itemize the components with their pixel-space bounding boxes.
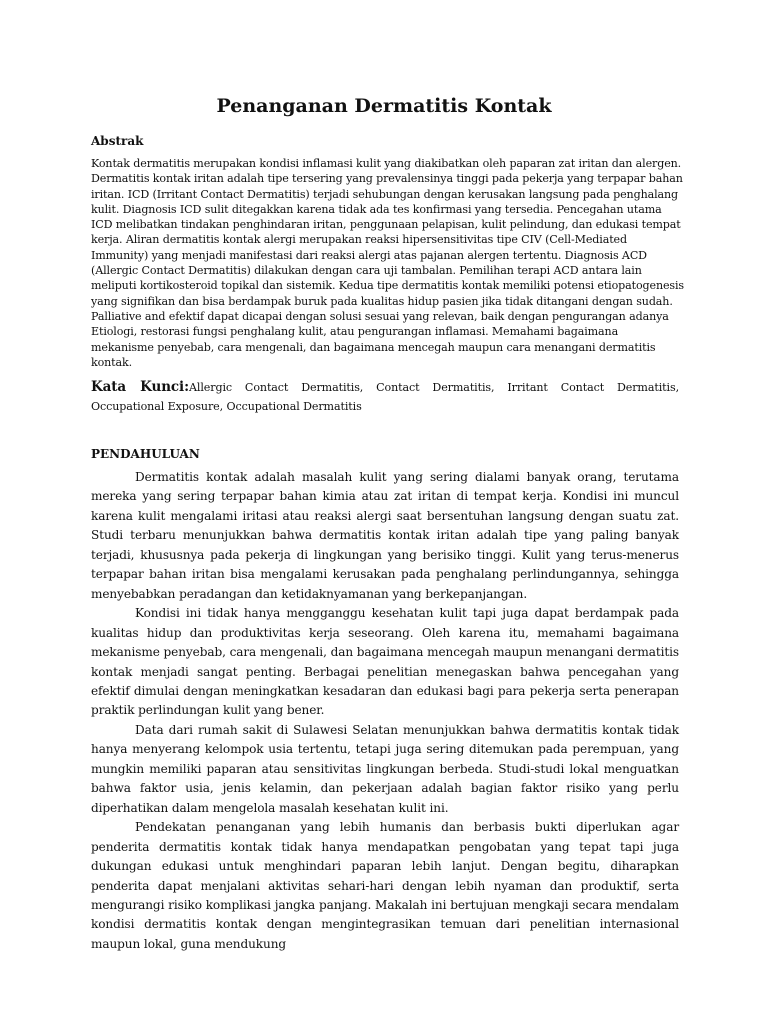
paragraph: Pendekatan penanganan yang lebih humanis dan berbasis bukti diperlukan agar penderita dermatitis kontak tidak hanya mendapatkan pengobatan yang tepat tapi juga dukungan edukasi untuk menghindari paparan lebih lanjut. Dengan begitu, diharapkan penderita dapat menjalani aktivitas sehari-hari dengan lebih nyaman dan produktif, serta mengurangi risiko komplikasi jangka panjang. Makalah ini bertujuan mengkaji secara mendalam kondisi dermatitis kontak dengan mengintegrasikan temuan dari penelitian internasional maupun lokal, guna mendukung xyxy=(91,820,679,951)
section-body xyxy=(91,468,679,954)
section-heading-pendahuluan: PENDAHULUAN xyxy=(91,447,200,461)
keywords xyxy=(91,378,679,416)
document-title: Penanganan Dermatitis Kontak xyxy=(216,95,552,117)
abstract-heading: Abstrak xyxy=(91,134,144,148)
keywords-text: Allergic Contact Dermatitis, Contact Dermatitis, Irritant Contact Dermatitis, Occupational Exposure, Occupational Dermatitis xyxy=(91,381,680,413)
paragraph: Data dari rumah sakit di Sulawesi Selatan menunjukkan bahwa dermatitis kontak tidak hanya menyerang kelompok usia tertentu, tetapi juga sering ditemukan pada perempuan, yang mungkin memiliki paparan atau sensitivitas lingkungan berbeda. Studi-studi lokal menguatkan bahwa faktor usia, jenis kelamin, dan pekerjaan adalah bagian faktor risiko yang perlu diperhatikan dalam mengelola masalah kesehatan kulit ini. xyxy=(91,722,679,815)
keywords-label: Kata Kunci: xyxy=(91,379,189,395)
abstract-text: Kontak dermatitis merupakan kondisi inflamasi kulit yang diakibatkan oleh paparan zat iritan dan alergen. Dermatitis kontak iritan adalah tipe tersering yang prevalensinya tinggi pada pekerja yang terpapar bahan iritan. ICD (Irritant Contact Dermatitis) terjadi sehubungan dengan kerusakan langsung pada penghalang kulit. Diagnosis ICD sulit ditegakkan karena tidak ada tes konfirmasi yang tersedia. Pencegahan utama ICD melibatkan tindakan penghindaran iritan, penggunaan pelapisan, kulit pelindung, dan edukasi tempat kerja. Aliran dermatitis kontak alergi merupakan reaksi hipersensitivitas tipe CIV (Cell-Mediated Immunity) yang menjadi manifestasi dari reaksi alergi atas pajanan alergen tertentu. Diagnosis ACD (Allergic Contact Dermatitis) dilakukan dengan cara uji tambalan. Pemilihan terapi ACD antara lain meliputi kortikosteroid topikal dan sistemik. Kedua tipe dermatitis kontak memiliki potensi etiopatogenesis yang signifikan dan bisa berdampak buruk pada kualitas hidup pasien jika tidak ditangani dengan sudah. Palliative and efektif dapat dicapai dengan solusi sesuai yang relevan, baik dengan pengurangan adanya Etiologi, restorasi fungsi penghalang kulit, atau pengurangan inflamasi. Memahami bagaimana mekanisme penyebab, cara mengenali, dan bagaimana mencegah maupun cara menangani dermatitis kontak. xyxy=(91,157,685,369)
paragraph: Kondisi ini tidak hanya mengganggu kesehatan kulit tapi juga dapat berdampak pada kualitas hidup dan produktivitas kerja seseorang. Oleh karena itu, memahami bagaimana mekanisme penyebab, cara mengenali, dan bagaimana mencegah maupun menangani dermatitis kontak menjadi sangat penting. Berbagai penelitian menegaskan bahwa pencegahan yang efektif dimulai dengan meningkatkan kesadaran dan edukasi bagi para pekerja serta penerapan praktik perlindungan kulit yang bener. xyxy=(91,606,679,718)
paragraph: Dermatitis kontak adalah masalah kulit yang sering dialami banyak orang, terutama mereka yang sering terpapar bahan kimia atau zat iritan di tempat kerja. Kondisi ini muncul karena kulit mengalami iritasi atau reaksi alergi saat bersentuhan langsung dengan suatu zat. Studi terbaru menunjukkan bahwa dermatitis kontak iritan adalah tipe yang paling banyak terjadi, khususnya pada pekerja di lingkungan yang berisiko tinggi. Kulit yang terus-menerus terpapar bahan iritan bisa mengalami kerusakan pada penghalang perlindungannya, sehingga menyebabkan peradangan dan ketidaknyamanan yang berkepanjangan. xyxy=(91,470,679,601)
